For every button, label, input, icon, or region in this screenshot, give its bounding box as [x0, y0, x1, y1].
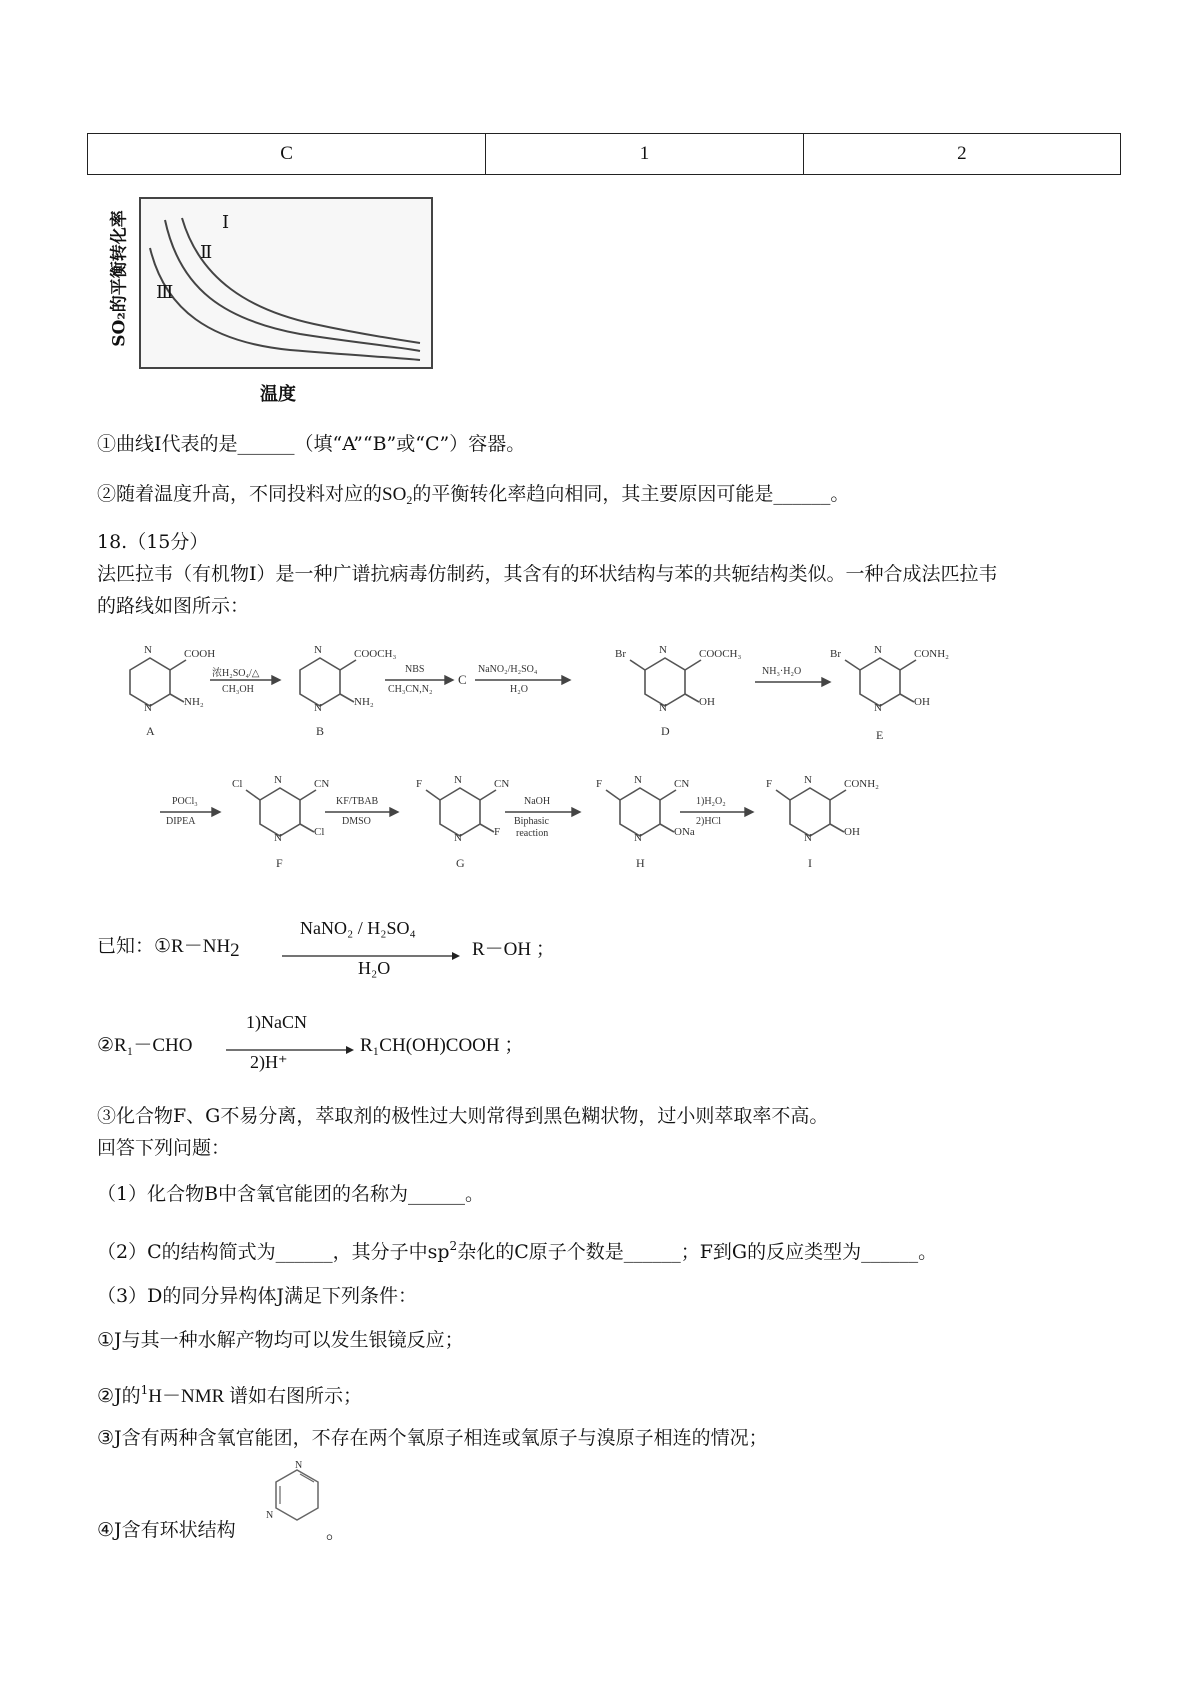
question-3: （3）D的同分异构体J满足下列条件：: [97, 1285, 417, 1307]
atom-n: N: [634, 832, 642, 844]
condition-4-end: 。: [326, 1521, 346, 1543]
condition-3: ③J含有两种含氧官能团，不存在两个氧原子相连或氧原子与溴原子相连的情况；: [97, 1427, 768, 1449]
ring-f: [260, 788, 300, 836]
group-oh: OH: [699, 696, 715, 708]
group-f: F: [766, 778, 773, 790]
sp2-superscript: 2: [449, 1239, 458, 1253]
known-1-right: R－OH ；: [472, 939, 555, 960]
atom-n: N: [874, 702, 882, 714]
group-cl: Cl: [232, 778, 243, 790]
reagent-label: 2)HCl: [696, 816, 721, 827]
reagent-label: NaNO₂/H₂SO₄: [478, 664, 538, 675]
group-conh2: CONH₂: [844, 778, 880, 790]
atom-n: N: [874, 644, 882, 656]
group-f: F: [596, 778, 603, 790]
reagent-label: 浓H₂SO₄/△: [212, 668, 260, 679]
reagent-label: CH₃CN,N₂: [388, 684, 433, 695]
atom-n: N: [144, 644, 152, 656]
group-br: Br: [615, 648, 626, 660]
condition-2-text-a: ②J的: [97, 1385, 141, 1407]
pyrazine-ring-figure: [262, 1460, 332, 1540]
condition-4-text-a: ④J含有环状结构: [97, 1519, 236, 1541]
known-1-subscript: 2: [230, 940, 240, 961]
pyrazine-ring-svg: [262, 1460, 332, 1540]
q18-intro-line1: 法匹拉韦（有机物Ⅰ）是一种广谱抗病毒仿制药，其含有的环状结构与苯的共轭结构类似。一种合成法匹拉韦: [97, 563, 998, 585]
ring-a: [130, 658, 170, 706]
table-cell: 2: [803, 134, 1120, 175]
reaction-arrow: [226, 1045, 356, 1055]
reagent-label: reaction: [516, 828, 549, 839]
ring-d: [645, 658, 685, 706]
question-1: （1）化合物B中含氧官能团的名称为______。: [97, 1183, 485, 1205]
known-3: ③化合物F、G不易分离，萃取剂的极性过大则常得到黑色糊状物，过小则萃取率不高。: [97, 1105, 829, 1127]
ring-e: [860, 658, 900, 706]
known-2-arrow: [226, 1040, 356, 1059]
group-cooch3: COOCH₃: [699, 648, 742, 660]
atom-n: N: [314, 644, 322, 656]
group-cooch3: COOCH₃: [354, 648, 397, 660]
reagent-label: 1)H₂O₂: [696, 796, 726, 807]
group-cn: CN: [674, 778, 690, 790]
condition-4: [97, 1516, 236, 1544]
nmr-superscript: 1: [140, 1383, 149, 1397]
group-cooh: COOH: [184, 648, 216, 660]
atom-n: N: [274, 832, 282, 844]
group-cl: Cl: [314, 826, 325, 838]
reagent-label: NaOH: [524, 796, 551, 807]
reagent-label: NBS: [405, 664, 425, 675]
compound-label-d: D: [661, 724, 670, 738]
atom-n: N: [274, 774, 282, 786]
reagent-label: DMSO: [342, 816, 371, 827]
graph-ylabel: SO₂的平衡转化率: [109, 210, 130, 347]
data-table: [87, 133, 1121, 175]
compound-label-i: I: [808, 856, 812, 870]
ring-g: [440, 788, 480, 836]
question-2-text-b: 杂化的C原子个数是______；F到G的反应类型为______。: [457, 1241, 938, 1263]
compound-label-b: B: [316, 724, 325, 738]
group-oh: OH: [914, 696, 930, 708]
q17-sub2: [97, 480, 849, 514]
known-2-bottom-reagent: 2)H⁺: [250, 1052, 288, 1072]
so2-conversion-graph: [100, 190, 440, 410]
so2-formula: $SO_2$: [382, 484, 413, 507]
atom-n: N: [634, 774, 642, 786]
question-2-text-a: （2）C的结构简式为______，其分子中sp: [97, 1241, 450, 1263]
group-f: F: [416, 778, 423, 790]
atom-n: N: [314, 702, 322, 714]
group-cn: CN: [494, 778, 510, 790]
table-row: [88, 134, 1121, 175]
reagent-label: KF/TBAB: [336, 796, 379, 807]
known-1-top-reagent: NaNO₂ / H₂SO₄: [300, 918, 416, 938]
group-conh2: CONH₂: [914, 648, 950, 660]
known-1: [97, 932, 240, 965]
synthesis-scheme: [100, 640, 980, 890]
reagent-label: DIPEA: [166, 816, 196, 827]
compound-label-f: F: [276, 856, 283, 870]
compound-label-a: A: [146, 724, 155, 738]
group-cn: CN: [314, 778, 330, 790]
reagent-label: Biphasic: [514, 816, 549, 827]
compound-label-g: G: [456, 856, 465, 870]
known-2-right: R₁CH(OH)COOH ；: [360, 1035, 524, 1056]
atom-n: N: [804, 774, 812, 786]
atom-n: N: [266, 1510, 274, 1521]
ring-h: [620, 788, 660, 836]
compound-label-e: E: [876, 728, 884, 742]
atom-n: N: [295, 1460, 303, 1471]
table-cell: 1: [486, 134, 803, 175]
known-2-left: ②R₁－CHO: [97, 1035, 193, 1056]
compound-label-c: C: [458, 672, 467, 687]
ring-i: [790, 788, 830, 836]
graph-xlabel: 温度: [260, 384, 296, 405]
known-2-top-reagent: 1)NaCN: [246, 1012, 307, 1032]
graph-svg: [100, 190, 440, 410]
atom-n: N: [454, 774, 462, 786]
q17-sub2-text-b: 的平衡转化率趋向相同，其主要原因可能是______。: [412, 483, 850, 505]
group-oh: OH: [844, 826, 860, 838]
question-2: [97, 1232, 937, 1266]
compound-label-h: H: [636, 856, 645, 870]
group-nh2: NH₂: [354, 696, 374, 708]
curve-label-2: Ⅱ: [200, 242, 213, 263]
condition-2: [97, 1376, 362, 1411]
q18-number: 18.（15分）: [97, 531, 209, 553]
atom-n: N: [659, 702, 667, 714]
reagent-label: CH₃OH: [222, 684, 254, 695]
group-br: Br: [830, 648, 841, 660]
atom-n: N: [454, 832, 462, 844]
atom-n: N: [144, 702, 152, 714]
atom-n: N: [804, 832, 812, 844]
condition-2-text-b: H－NMR 谱如右图所示；: [148, 1386, 363, 1407]
q17-sub2-text-a: ②随着温度升高，不同投料对应的: [97, 483, 383, 505]
group-f: F: [494, 826, 501, 838]
atom-n: N: [659, 644, 667, 656]
table-cell: C: [88, 134, 486, 175]
known-1-bottom-reagent: H₂O: [358, 958, 391, 978]
reagent-label: POCl₃: [172, 796, 198, 807]
q17-sub1: ①曲线Ⅰ代表的是______（填“A”“B”或“C”）容器。: [97, 433, 526, 455]
condition-1: ①J与其一种水解产物均可以发生银镜反应；: [97, 1329, 464, 1351]
group-ona: ONa: [674, 826, 695, 838]
curve-label-3: Ⅲ: [156, 282, 174, 303]
ring-b: [300, 658, 340, 706]
group-nh2: NH₂: [184, 696, 204, 708]
known-1-left: ①R－NH: [154, 936, 231, 957]
q18-intro-line2: 的路线如图所示：: [97, 595, 250, 617]
known-prefix: 已知：: [97, 935, 155, 957]
reagent-label: H₂O: [510, 684, 528, 695]
questions-lead: 回答下列问题：: [97, 1137, 231, 1159]
reagent-label: NH₃·H₂O: [762, 666, 802, 677]
curve-label-1: Ⅰ: [222, 212, 230, 233]
